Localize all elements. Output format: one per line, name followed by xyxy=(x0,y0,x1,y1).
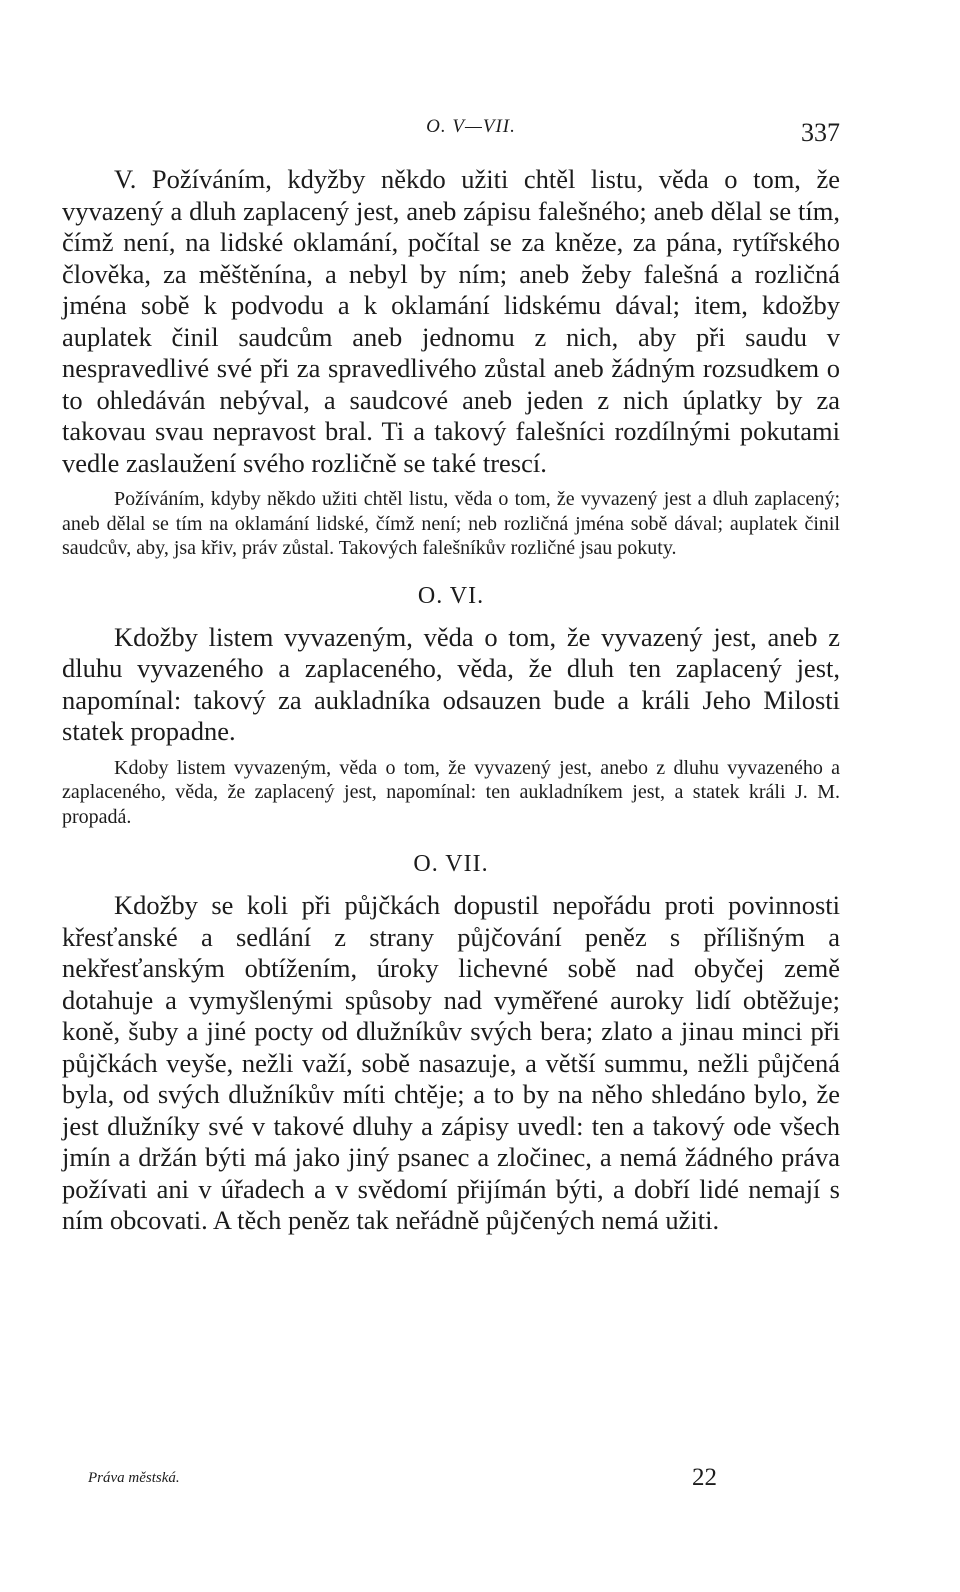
signature-mark: 22 xyxy=(692,1464,717,1491)
running-header xyxy=(62,112,840,152)
page-number: 337 xyxy=(801,118,840,147)
article-vii-heading: O. VII. xyxy=(413,851,489,877)
article-vi-main-text: Kdožby listem vyvazeným, věda o tom, že vyvazený jest, aneb z dluhu vyvazeného a zaplaceného, věda, že dluh ten zaplacený jest, napomínal: takový za aukladníka odsauzen bude a králi Jeho Milosti statek propadne. xyxy=(62,621,840,746)
article-vi-heading: O. VI. xyxy=(417,582,485,609)
section-vii xyxy=(62,851,840,1237)
article-vi-summary-text: Kdoby listem vyvazeným, věda o tom, že vyvazený jest, anebo z dluhu vyvazeného a zaplaceného, věda, že zaplacený jest, napomínal: ten aukladníkem jest, a statek králi J. M. propadá. xyxy=(62,756,840,828)
book-page xyxy=(62,112,840,1237)
article-v-main-text: V. Požíváním, kdyžby někdo užiti chtěl listu, věda o tom, že vyvazený a dluh zaplacený jest, aneb zápisu falešného; aneb dělal se tím, čímž není, na lidské oklamání, počítal se za kněze, za pána, rytířského člověka, za měštěnína, a nebyl by ním; aneb žeby falešná a rozličná jména sobě k podvodu a k oklamání lidskému dával; item, kdožby auplatek činil saudcům aneb jednomu z nich, aby při saudu v nespravedlivé své při za spravedlivého zůstal aneb žádným rozsudkem o to ohledáván nebýval, a saudcové aneb jeden z nich úplatky by za takovau svau nepravost bral. Ti a takový falešníci rozdílnými pokutami vedle zaslaužení svého rozličně se také trescí. xyxy=(62,164,840,478)
section-vi xyxy=(62,583,840,830)
section-v xyxy=(62,164,840,561)
running-title: O. V—VII. xyxy=(426,116,516,137)
footer-book-title: Práva městská. xyxy=(88,1470,180,1486)
article-vii-main-text: Kdožby se koli při půjčkách dopustil nepořádu proti povinnosti křesťanské a sedlání z strany půjčování peněz s přílišným a nekřesťanským obtížením, úroky lichevné sobě nad obyčej země dotahuje a vymyšlenými spůsoby nad vyměřené auroky lidí obtěžuje; koně, šuby a jiné pocty od dlužníkův svých bera; zlato a jinau minci při půjčkách veyše, nežli važí, sobě nasazuje, a větší summu, nežli půjčená byla, od svých dlužníkův míti chtěje; a to by na něho shledáno bylo, že jest dlužníky své v takové dluhy a zápisy uvedl: ten a takový ode všech jmín a držán býti má jako jiný psanec a zločinec, a nemá žádného práva požívati ani v úřadech a v svědomí přijímán býti, a dobří lidé nemají s ním obcovati. A těch peněz tak neřádně půjčených nemá užiti. xyxy=(62,890,840,1235)
article-v-summary-text: Požíváním, kdyby někdo užiti chtěl listu, věda o tom, že vyvazený jest a dluh zaplacený; aneb dělal se tím na oklamání lidské, čímž není; neb rozličná jména sobě dával; auplatek činil saudcův, aby, jsa křiv, práv zůstal. Takových falešníkův rozličné jsau pokuty. xyxy=(62,488,840,559)
